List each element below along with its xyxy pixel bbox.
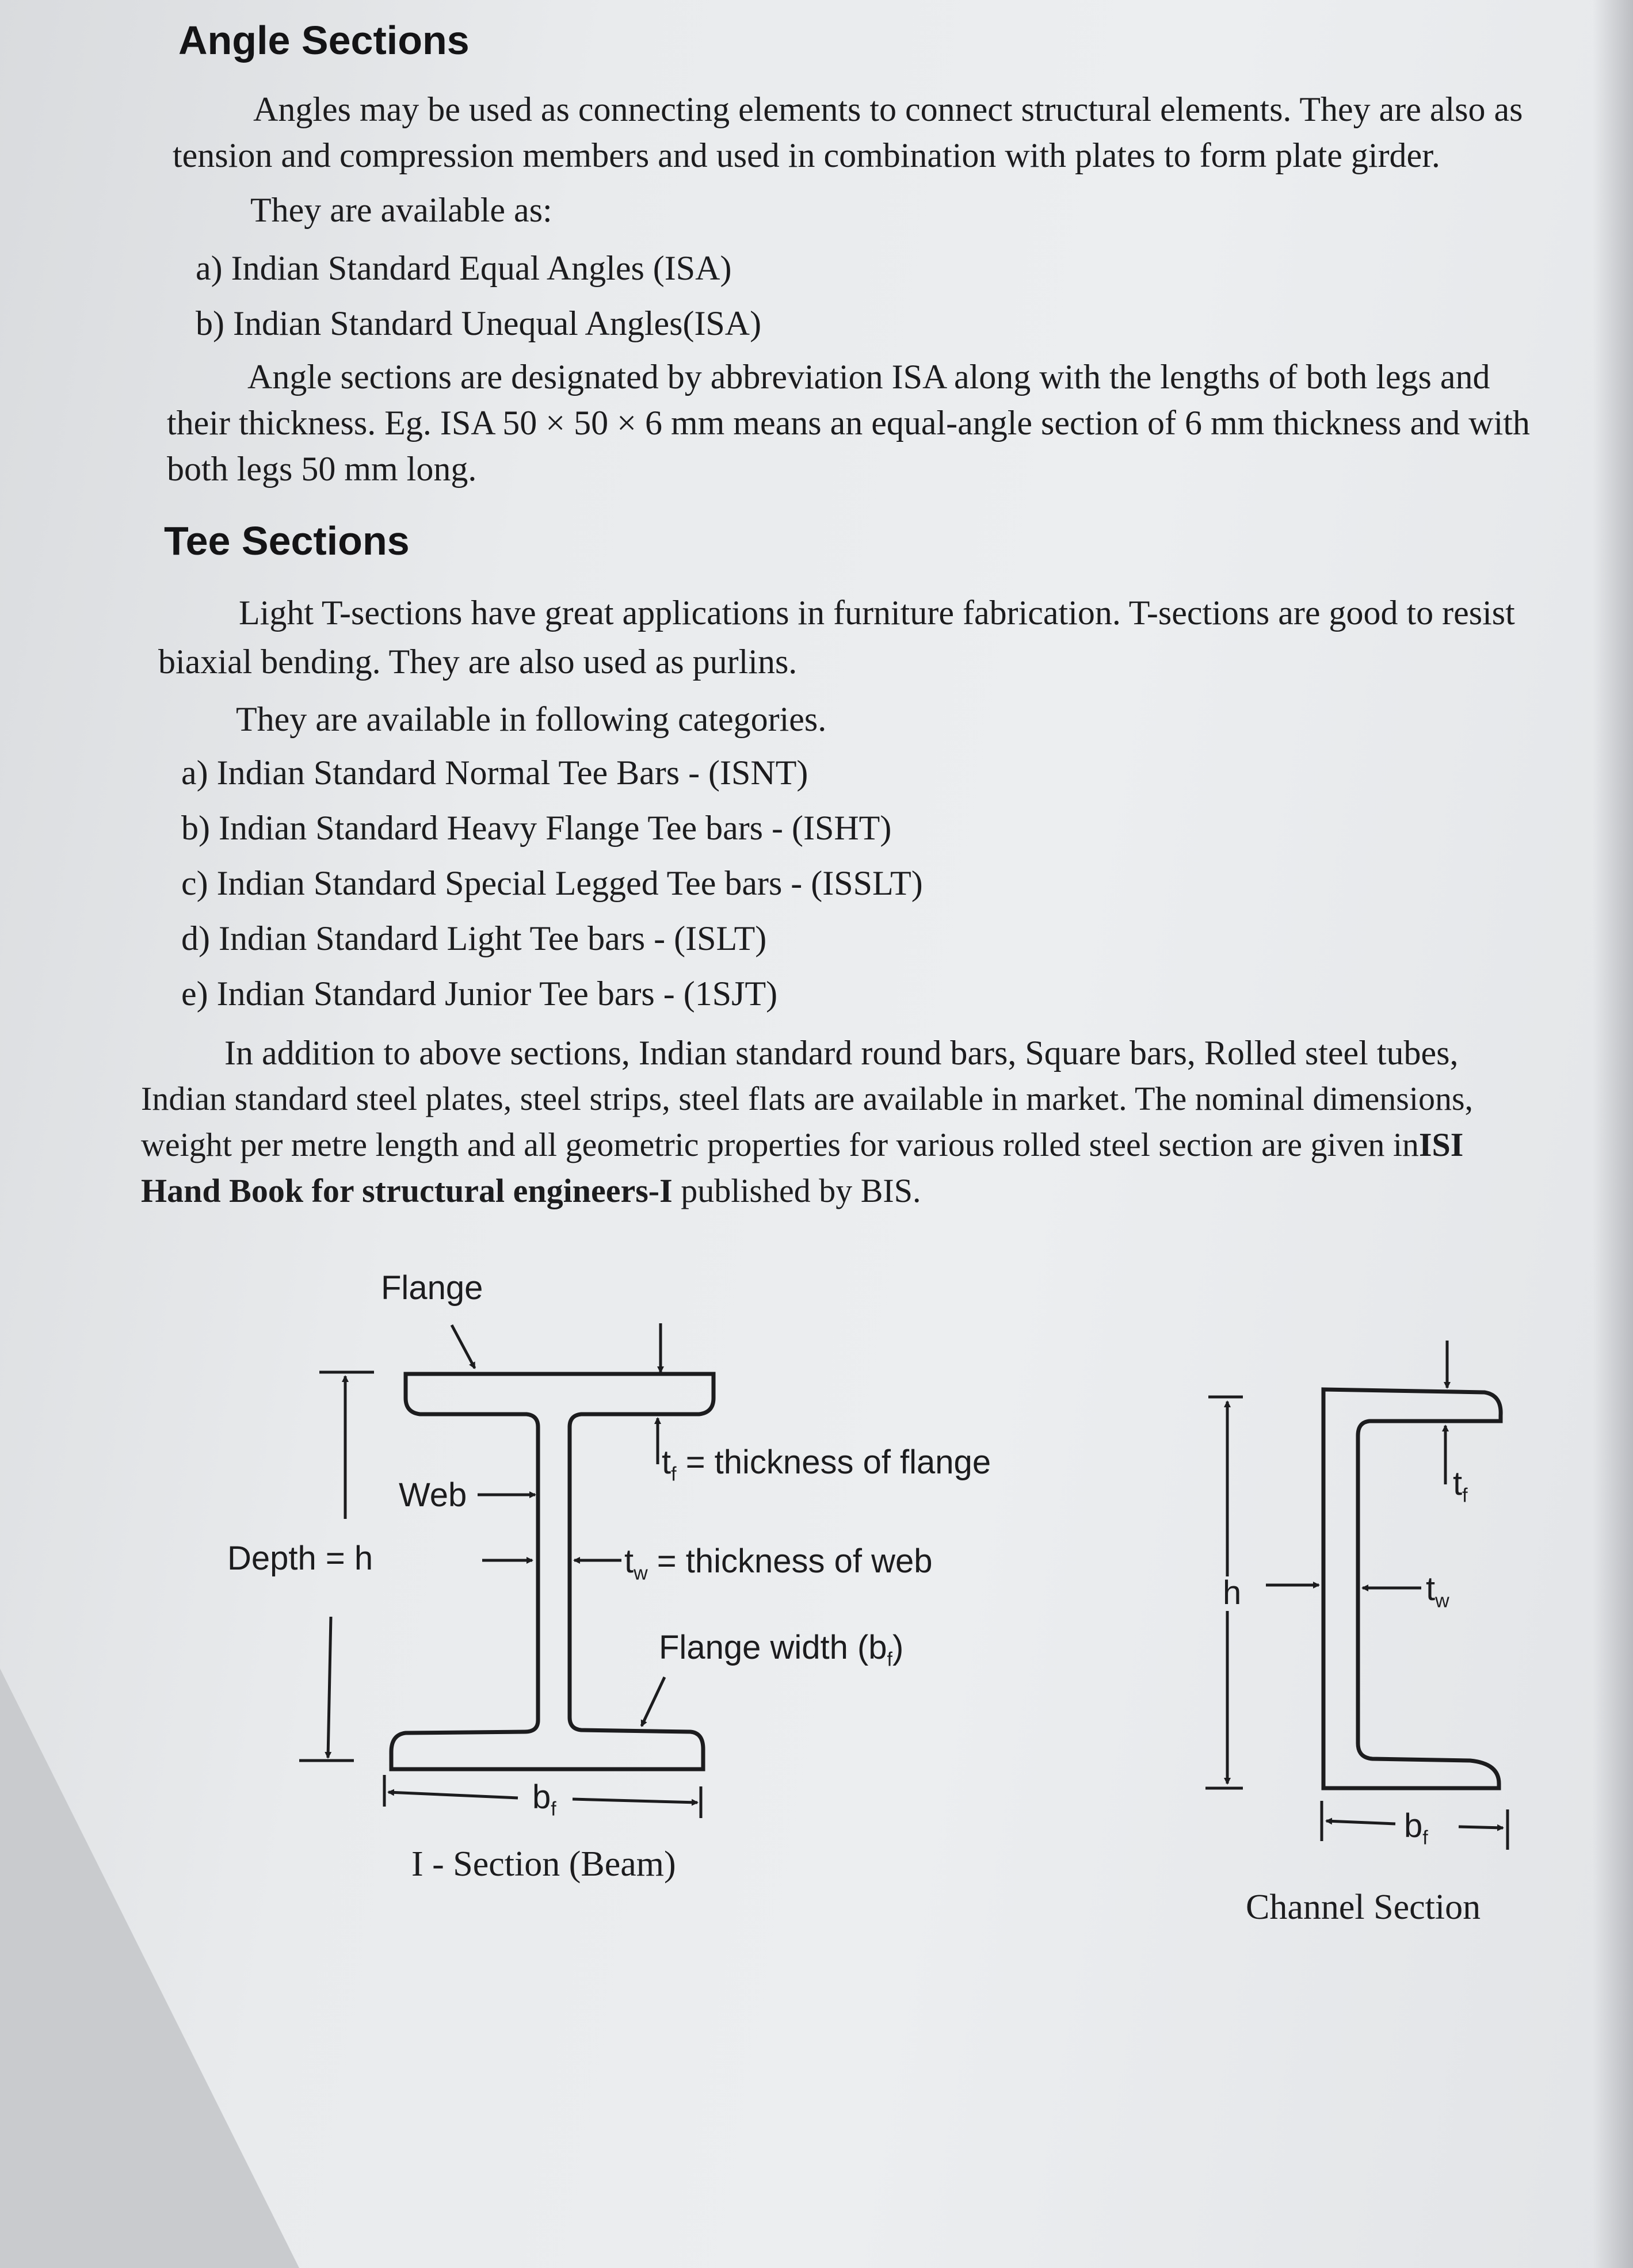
i-bf-subscript: f: [551, 1798, 556, 1820]
channel-tw-label: [1426, 1570, 1449, 1613]
isi-bold: ISI: [1418, 1126, 1464, 1163]
flange-width-close: ): [892, 1629, 904, 1666]
flange-width-text: Flange width (b: [659, 1629, 887, 1666]
angle-para1-line2: tension and compression members and used in combination with plates to form plate girder.: [173, 136, 1440, 174]
tee-para2-line4-text: published by BIS.: [672, 1172, 921, 1209]
channel-tf-label: [1453, 1464, 1468, 1507]
list-item: e) Indian Standard Junior Tee bars - (1SJT): [181, 975, 778, 1013]
channel-bf-label: [1404, 1807, 1428, 1850]
depth-label: Depth = h: [227, 1540, 373, 1577]
i-bf-label: [532, 1778, 556, 1821]
tw-symbol: t: [624, 1542, 634, 1580]
channel-h-label: h: [1223, 1574, 1242, 1612]
tee-para1-line1: Light T-sections have great applications in furniture fabrication. T-sections are good to resist: [239, 594, 1515, 632]
tf-subscript: f: [671, 1463, 677, 1486]
channel-bf-symbol: b: [1404, 1807, 1423, 1845]
web-label: Web: [399, 1476, 467, 1514]
tw-subscript: w: [634, 1562, 648, 1584]
angle-para2-line3: both legs 50 mm long.: [167, 450, 477, 488]
i-bf-symbol: b: [532, 1778, 551, 1816]
angle-para2-line2: their thickness. Eg. ISA 50 × 50 × 6 mm means an equal-angle section of 6 mm thickness and with: [167, 404, 1530, 442]
flange-pointer: [452, 1325, 475, 1368]
flange-width-pointer: [642, 1677, 665, 1726]
tee-available-text: They are available in following categories.: [236, 700, 827, 738]
ch-bf-right-arrow: [1459, 1827, 1503, 1828]
angle-para2-line1: Angle sections are designated by abbreviation ISA along with the lengths of both legs and: [247, 358, 1490, 396]
heading-angle-sections: Angle Sections: [178, 18, 470, 63]
tw-label: [624, 1542, 933, 1585]
handbook-title: Hand Book for structural engineers-I: [141, 1172, 673, 1209]
tee-para2-line1: In addition to above sections, Indian standard round bars, Square bars, Rolled steel tubes,: [224, 1034, 1459, 1072]
angle-available-text: They are available as:: [250, 191, 552, 229]
flange-width-subscript: f: [887, 1648, 892, 1671]
bf-right-arrow: [573, 1799, 697, 1803]
depth-arrow-lower: [328, 1617, 331, 1758]
list-item: a) Indian Standard Normal Tee Bars - (ISNT): [181, 754, 808, 792]
tf-label: [662, 1443, 991, 1486]
channel-tf-subscript: f: [1462, 1484, 1468, 1507]
bf-left-arrow: [388, 1792, 518, 1798]
list-item: d) Indian Standard Light Tee bars - (ISLT): [181, 919, 767, 957]
flange-width-label: [659, 1628, 903, 1671]
tee-para2-line3-text: weight per metre length and all geometric properties for various rolled steel section are given in: [141, 1126, 1419, 1163]
tf-description: = thickness of flange: [676, 1444, 991, 1481]
tee-para1-line2: biaxial bending. They are also used as purlins.: [158, 643, 798, 681]
channel-tf-symbol: t: [1453, 1465, 1463, 1502]
channel-tw-subscript: w: [1435, 1590, 1449, 1612]
i-section-caption: I - Section (Beam): [411, 1845, 676, 1884]
tw-description: = thickness of web: [647, 1542, 933, 1580]
channel-section-caption: Channel Section: [1246, 1888, 1481, 1927]
list-item: b) Indian Standard Heavy Flange Tee bars - (ISHT): [181, 809, 892, 847]
heading-tee-sections: Tee Sections: [164, 518, 410, 563]
list-item: a) Indian Standard Equal Angles (ISA): [196, 249, 732, 287]
flange-label: Flange: [381, 1269, 483, 1307]
list-item: b) Indian Standard Unequal Angles(ISA): [196, 304, 762, 342]
channel-tw-symbol: t: [1426, 1570, 1436, 1608]
ch-bf-left-arrow: [1326, 1821, 1395, 1824]
tee-para2-line2: Indian standard steel plates, steel strips, steel flats are available in market. The nominal dimensions,: [141, 1080, 1474, 1117]
list-item: c) Indian Standard Special Legged Tee bars - (ISSLT): [181, 864, 923, 902]
angle-para1-line1: Angles may be used as connecting elements to connect structural elements. They are also as: [253, 90, 1523, 128]
tf-symbol: t: [662, 1444, 671, 1481]
channel-bf-subscript: f: [1422, 1827, 1428, 1849]
